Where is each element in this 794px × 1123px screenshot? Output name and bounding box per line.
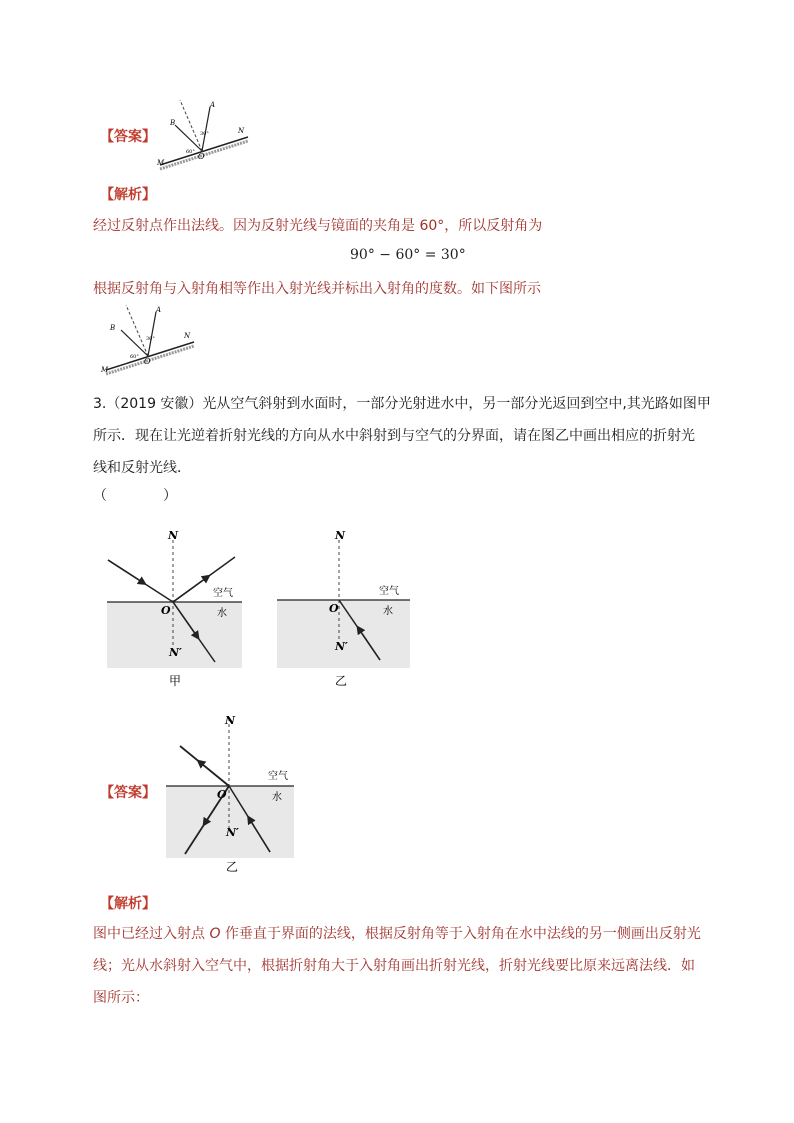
label-O-2: O [144, 357, 151, 366]
fig-ans-water: 水 [272, 792, 282, 803]
fig-jia-water: 水 [217, 608, 227, 619]
fig-yi-caption: 乙 [335, 674, 348, 688]
fig-jia-O: O [161, 604, 171, 617]
label-M: M [157, 159, 165, 167]
analysis-1-line2: 根据反射角与入射角相等作出入射光线并标出入射角的度数。如下图所示 [93, 281, 541, 297]
fig-yi-O: O [329, 602, 339, 615]
figure-yi [275, 520, 415, 690]
analysis-3-line3: 图所示： [93, 990, 149, 1006]
answer-tag-1: 【答案】 [100, 129, 156, 145]
question3-line3: 线和反射光线． [93, 460, 191, 476]
analysis-1-line1: 经过反射点作出法线。因为反射光线与镜面的夹角是 60°，所以反射角为 [93, 218, 543, 234]
angle-30: 30° [200, 131, 209, 137]
mirror-diagram-analysis [96, 300, 206, 380]
fig-jia-air: 空气 [213, 588, 233, 599]
label-N: N [238, 127, 245, 135]
angle-60: 60° [186, 149, 195, 155]
equation: 90° − 60° = 30° [350, 247, 466, 263]
answer-paren: （ ） [93, 488, 177, 504]
angle-60-2: 60° [130, 354, 139, 360]
analysis-tag-3: 【解析】 [100, 896, 156, 912]
fig-yi-N: N [335, 529, 346, 542]
fig-yi-Nprime: N′ [335, 640, 348, 653]
fig-jia-caption: 甲 [169, 674, 182, 688]
analysis-3-line2: 线；光从水斜射入空气中，根据折射角大于入射角画出折射光线，折射光线要比原来远离法线．如 [93, 958, 695, 974]
fig-ans-air: 空气 [268, 771, 288, 782]
angle-30-2: 30° [146, 336, 155, 342]
label-B-2: B [110, 324, 116, 332]
label-O: O [198, 152, 205, 161]
fig-yi-water: 水 [383, 606, 393, 617]
fig-ans-Nprime: N′ [226, 826, 239, 839]
fig-ans-caption: 乙 [226, 860, 239, 874]
fig-ans-N: N [225, 714, 236, 727]
analysis-3-line1: 图中已经过入射点 O 作垂直于界面的法线，根据反射角等于入射角在水中法线的另一侧画出反射光 [93, 926, 701, 942]
label-B: B [170, 119, 176, 127]
label-A: A [210, 101, 216, 109]
figure-answer-yi [160, 706, 300, 876]
label-M-2: M [101, 366, 109, 374]
analysis-tag-1: 【解析】 [100, 187, 156, 203]
fig-yi-air: 空气 [379, 586, 399, 597]
answer-tag-3: 【答案】 [100, 785, 156, 801]
mirror-diagram-answer [150, 95, 260, 175]
question3-line1: 3.（2019 安徽）光从空气斜射到水面时，一部分光射进水中，另一部分光返回到空中,其光路如图甲 [93, 396, 711, 412]
label-A-2: A [156, 306, 162, 314]
figure-jia [105, 520, 245, 690]
fig-jia-N: N [168, 529, 179, 542]
fig-ans-O: O [217, 788, 227, 801]
question3-line2: 所示．现在让光逆着折射光线的方向从水中斜射到与空气的分界面，请在图乙中画出相应的折射光 [93, 428, 695, 444]
label-N-2: N [184, 332, 191, 340]
fig-jia-Nprime: N′ [169, 646, 182, 659]
